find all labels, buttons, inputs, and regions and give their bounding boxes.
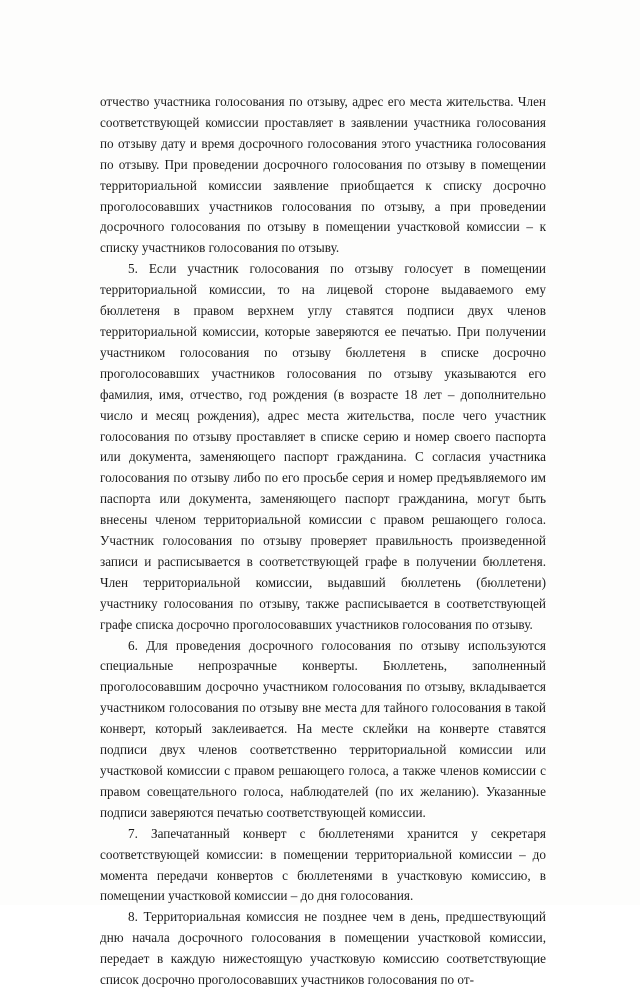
paragraph-item-6: 6. Для проведения досрочного голосования по отзыву используются специальные непрозрачные конверты. Бюллетень, заполненный проголосовавшим досрочно участником голосования по отзыву, вкладывается участником голосования по отзыву вне места для тайного голосования в такой конверт, который заклеивается. На месте склейки на конверте ставятся подписи двух членов соответственно территориальной комиссии или участковой комиссии с правом решающего голоса, а также членов комиссии с правом совещательного голоса, наблюдателей (по их желанию). Указанные подписи заверяются печатью соответствующей комиссии. — [100, 637, 546, 820]
paragraph-item-5: 5. Если участник голосования по отзыву голосует в помещении территориальной комиссии, то на лицевой стороне выдаваемого ему бюллетеня в правом верхнем углу ставятся подписи двух членов территориальной комиссии, которые заверяются ее печатью. При получении участником голосования по отзыву бюллетеня в списке досрочно проголосовавших участников голосования по отзыву указываются его фамилия, имя, отчество, год рождения (в возрасте 18 лет – дополнительно число и месяц рождения), адрес места жительства, после чего участник голосования по отзыву проставляет в списке серию и номер своего паспорта или документа, заменяющего паспорт гражданина. С согласия участника голосования по отзыву либо по его просьбе серия и номер предъявляемого им паспорта или документа, заменяющего паспорт гражданина, могут быть внесены членом территориальной комиссии с правом решающего голоса. Участник голосования по отзыву проверяет правильность произведенной записи и расписывается в соответствующей графе в получении бюллетеня. Член территориальной комиссии, выдавший бюллетень (бюллетени) участнику голосования по отзыву, также расписывается в соответствующей графе списка досрочно проголосовавших участников голосования по отзыву. — [100, 261, 546, 632]
paragraph-item-8: 8. Территориальная комиссия не позднее чем в день, предшествующий дню начала досрочного голосования в помещении участковой комиссии, передает в каждую нижестоящую участковую комиссию соответствующие список досрочно проголосовавших участников голосования по от- — [100, 909, 546, 988]
paragraph-item-7: 7. Запечатанный конверт с бюллетенями хранится у секретаря соответствующей комиссии: в помещении территориальной комиссии – до момента передачи конвертов с бюллетенями в участковую комиссию, в помещении участковой комиссии – до дня голосования. — [100, 825, 546, 904]
paragraph-continuation: отчество участника голосования по отзыву, адрес его места жительства. Член соответствующей комиссии проставляет в заявлении участника голосования по отзыву дату и время досрочного голосования этого участника голосования по отзыву. При проведении досрочного голосования по отзыву в помещении территориальной комиссии заявление приобщается к списку досрочно проголосовавших участников голосования по отзыву, а при проведении досрочного голосования по отзыву в помещении участковой комиссии – к списку участников голосования по отзыву. — [100, 94, 546, 256]
document-text — [100, 92, 546, 991]
